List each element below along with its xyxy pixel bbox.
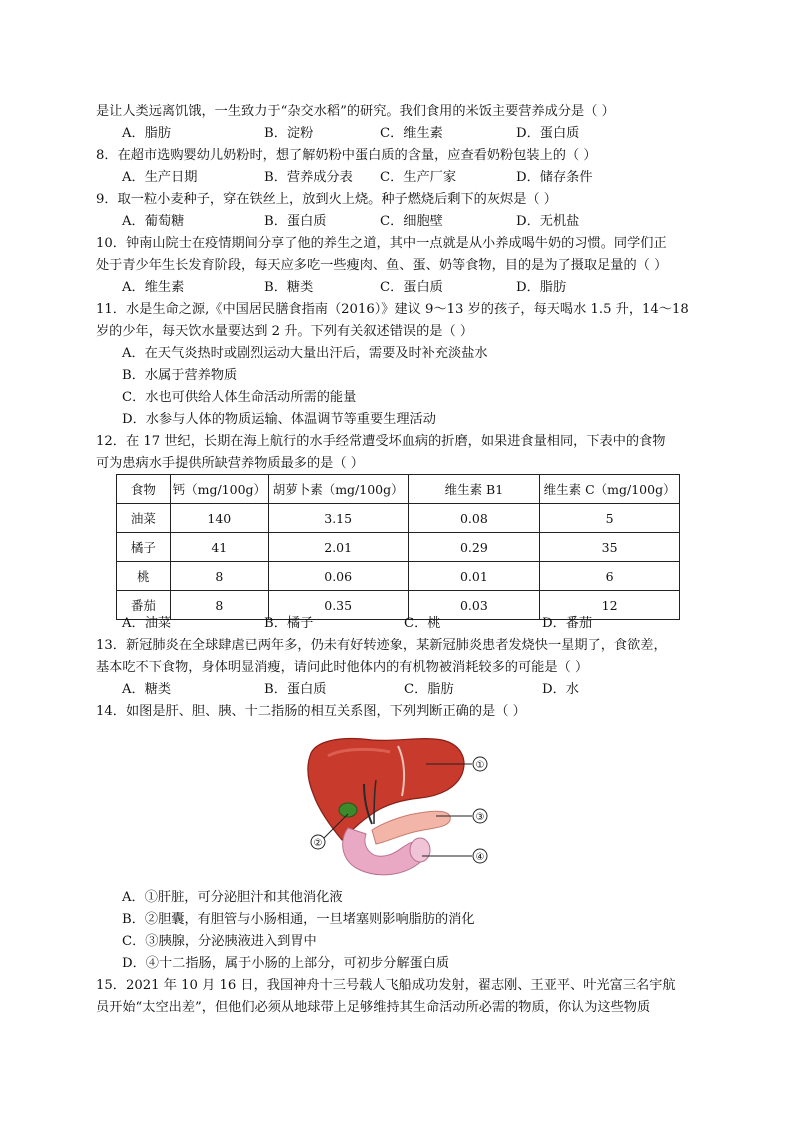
label-4: ④	[475, 852, 485, 863]
q13-option-d: D．水	[542, 682, 579, 697]
q9-stem: 9．取一粒小麦种子，穿在铁丝上，放到火上烧。种子燃烧后剩下的灰烬是（ ）	[96, 192, 557, 207]
table-header-cell: 维生素 B1	[408, 475, 540, 504]
q7-option-a: A．脂肪	[122, 126, 172, 141]
table-cell: 8	[170, 591, 268, 620]
q7-option-b: B．淀粉	[264, 126, 314, 141]
label-2: ②	[313, 838, 323, 849]
q11-option-c: C．水也可供给人体生命活动所需的能量	[122, 390, 357, 405]
q8-option-a: A．生产日期	[122, 170, 198, 185]
label-3: ③	[475, 812, 485, 823]
table-cell: 41	[170, 533, 268, 562]
q11-stem-line2: 岁的少年，每天饮水量要达到 2 升。下列有关叙述错误的是（ ）	[96, 324, 474, 339]
q7-stem-tail: 是让人类远离饥饿，一生致力于“杂交水稻”的研究。我们食用的米饭主要营养成分是（ ）	[96, 104, 615, 119]
table-cell: 油菜	[117, 504, 171, 533]
table-cell: 橘子	[117, 533, 171, 562]
digestive-organs-figure	[302, 732, 502, 892]
nutrition-table	[116, 474, 680, 620]
q9-option-d: D．无机盐	[516, 214, 580, 229]
q11-option-d: D．水参与人体的物质运输、体温调节等重要生理活动	[122, 412, 436, 427]
q10-option-d: D．脂肪	[516, 280, 567, 295]
q9-option-a: A．葡萄糖	[122, 214, 185, 229]
q8-options	[122, 168, 682, 188]
q14-option-a: A．①肝脏，可分泌胆汁和其他消化液	[122, 890, 343, 905]
q12-option-b: B．橘子	[264, 616, 314, 631]
q12-stem-line1: 12．在 17 世纪，长期在海上航行的水手经常遭受坏血病的折磨，如果进食量相同，下表中的食物	[96, 434, 666, 449]
q15-stem-line2: 员开始“太空出差”，但他们必须从地球带上足够维持其生命活动所必需的物质，你认为这些物质	[96, 1000, 651, 1015]
q12-option-c: C．桃	[404, 616, 441, 631]
q10-option-b: B．糖类	[264, 280, 314, 295]
table-cell: 2.01	[268, 533, 408, 562]
q9-option-b: B．蛋白质	[264, 214, 327, 229]
q8-option-c: C．生产厂家	[380, 170, 457, 185]
q14-stem: 14．如图是肝、胆、胰、十二指肠的相互关系图，下列判断正确的是（ ）	[96, 704, 526, 719]
q13-options	[122, 680, 682, 700]
q10-option-a: A．维生素	[122, 280, 185, 295]
table-row	[117, 562, 680, 591]
q11-stem-line1: 11．水是生命之源,《中国居民膳食指南（2016）》建议 9～13 岁的孩子，每天喝水 1.5 升，14～18	[96, 302, 689, 317]
table-cell: 0.29	[408, 533, 540, 562]
q13-stem-line1: 13．新冠肺炎在全球肆虐已两年多，仍未有好转迹象，某新冠肺炎患者发烧快一星期了，食欲差，	[96, 638, 667, 653]
q13-option-c: C．脂肪	[404, 682, 454, 697]
q9-options	[122, 212, 682, 232]
gallbladder-shape	[339, 803, 357, 817]
table-cell: 3.15	[268, 504, 408, 533]
q13-option-b: B．蛋白质	[264, 682, 327, 697]
q12-option-a: A．油菜	[122, 616, 172, 631]
q13-stem-line2: 基本吃不下食物，身体明显消瘦，请问此时他体内的有机物被消耗较多的可能是（ ）	[96, 660, 589, 675]
q12-options	[122, 614, 682, 634]
q12-stem-line2: 可为患病水手提供所缺营养物质最多的是（ ）	[96, 456, 364, 471]
table-header-cell: 维生素 C（mg/100g）	[540, 475, 680, 504]
q7-options	[122, 124, 682, 144]
table-cell: 桃	[117, 562, 171, 591]
q15-stem-line1: 15．2021 年 10 月 16 日，我国神舟十三号载人飞船成功发射，翟志刚、王亚平、叶光富三名宇航	[96, 978, 676, 993]
table-cell: 0.06	[268, 562, 408, 591]
table-header-row	[117, 475, 680, 504]
table-cell: 0.01	[408, 562, 540, 591]
q11-option-a: A．在天气炎热时或剧烈运动大量出汗后，需要及时补充淡盐水	[122, 346, 488, 361]
table-cell: 35	[540, 533, 680, 562]
q14-option-c: C．③胰腺，分泌胰液进入到胃中	[122, 934, 317, 949]
q7-option-c: C．维生素	[380, 126, 443, 141]
table-cell: 5	[540, 504, 680, 533]
table-cell: 0.08	[408, 504, 540, 533]
q13-option-a: A．糖类	[122, 682, 172, 697]
table-header-cell: 食物	[117, 475, 171, 504]
table-cell: 8	[170, 562, 268, 591]
q10-options	[122, 278, 682, 298]
table-cell: 6	[540, 562, 680, 591]
q12-option-d: D．番茄	[542, 616, 593, 631]
q10-stem-line2: 处于青少年生长发育阶段，每天应多吃一些瘦肉、鱼、蛋、奶等食物，目的是为了摄取足量的（ ）	[96, 258, 668, 273]
table-header-cell: 钙（mg/100g）	[170, 475, 268, 504]
intestine-end	[410, 838, 430, 862]
table-cell: 番茄	[117, 591, 171, 620]
table-cell: 140	[170, 504, 268, 533]
q9-option-c: C．细胞壁	[380, 214, 443, 229]
q10-stem-line1: 10．钟南山院士在疫情期间分享了他的养生之道，其中一点就是从小养成喝牛奶的习惯。同学们正	[96, 236, 667, 251]
q10-option-c: C．蛋白质	[380, 280, 443, 295]
label-1: ①	[475, 760, 485, 771]
q14-option-b: B．②胆囊，有胆管与小肠相通，一旦堵塞则影响脂肪的消化	[122, 912, 475, 927]
q8-stem: 8．在超市选购婴幼儿奶粉时，想了解奶粉中蛋白质的含量，应查看奶粉包装上的（ ）	[96, 148, 597, 163]
table-cell: 0.03	[408, 591, 540, 620]
table-cell: 12	[540, 591, 680, 620]
q8-option-b: B．营养成分表	[264, 170, 353, 185]
table-header-cell: 胡萝卜素（mg/100g）	[268, 475, 408, 504]
q7-option-d: D．蛋白质	[516, 126, 580, 141]
q11-option-b: B．水属于营养物质	[122, 368, 238, 383]
q14-option-d: D．④十二指肠，属于小肠的上部分，可初步分解蛋白质	[122, 956, 450, 971]
table-row	[117, 533, 680, 562]
q8-option-d: D．储存条件	[516, 170, 593, 185]
table-cell: 0.35	[268, 591, 408, 620]
table-row	[117, 504, 680, 533]
